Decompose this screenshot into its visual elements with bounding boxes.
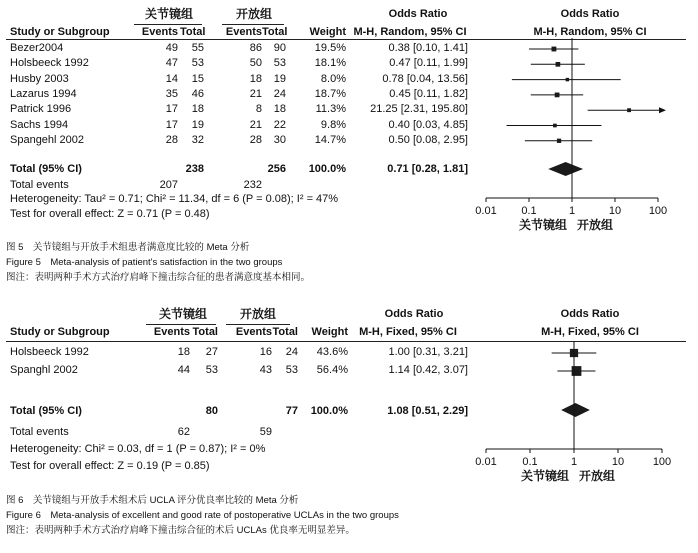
x-tick-label: 0.01 bbox=[475, 456, 497, 468]
total-open: 24 bbox=[285, 346, 298, 358]
plot-header: Odds Ratio bbox=[560, 8, 620, 20]
total-arthroscopy: 53 bbox=[191, 57, 204, 70]
events-arthroscopy: 14 bbox=[165, 72, 178, 85]
col-header-study: Study or Subgroup bbox=[10, 326, 110, 338]
events-open: 8 bbox=[255, 103, 262, 116]
total-events-e: 207 bbox=[159, 179, 178, 191]
forest-plot-area bbox=[0, 0, 698, 240]
events-arthroscopy: 17 bbox=[165, 118, 178, 131]
total-events-label: Total events bbox=[10, 426, 69, 438]
odds-ratio-ci: 0.78 [0.04, 13.56] bbox=[382, 72, 468, 85]
favours-right-label: 开放组 bbox=[577, 218, 614, 232]
events-arthroscopy: 35 bbox=[165, 87, 178, 100]
study-name: Patrick 1996 bbox=[10, 103, 72, 116]
weight: 11.3% bbox=[315, 103, 346, 116]
study-point bbox=[552, 47, 557, 52]
study-name: Lazarus 1994 bbox=[10, 87, 77, 100]
odds-ratio-ci: 0.38 [0.10, 1.41] bbox=[388, 42, 468, 54]
events-open: 16 bbox=[259, 346, 272, 358]
overall-effect: Test for overall effect: Z = 0.19 (P = 0.85) bbox=[10, 460, 210, 472]
total-ci: 0.71 [0.28, 1.81] bbox=[387, 163, 468, 175]
study-point bbox=[555, 93, 560, 98]
weight: 18.7% bbox=[314, 87, 346, 100]
total-arthroscopy: 27 bbox=[205, 346, 218, 358]
total-events-c: 232 bbox=[243, 179, 262, 191]
study-name: Spangehl 2002 bbox=[10, 133, 85, 146]
heterogeneity: Heterogeneity: Tau² = 0.71; Chi² = 11.34, df = 6 (P = 0.08); I² = 47% bbox=[10, 193, 339, 205]
events-open: 21 bbox=[249, 118, 262, 131]
odds-ratio-ci: 0.50 [0.08, 2.95] bbox=[388, 133, 468, 146]
total-open: 18 bbox=[273, 103, 286, 116]
total-c-total: 77 bbox=[285, 405, 298, 417]
x-tick-label: 10 bbox=[608, 205, 622, 217]
total-events-label: Total events bbox=[10, 179, 69, 191]
weight: 18.1% bbox=[314, 57, 346, 70]
figure-caption-en: Figure 6 Meta-analysis of excellent and good rate of postoperative UCLAs in the two groups bbox=[6, 510, 399, 521]
total-open: 24 bbox=[273, 87, 286, 100]
total-label: Total (95% CI) bbox=[10, 405, 82, 417]
events-open: 18 bbox=[249, 72, 262, 85]
total-open: 22 bbox=[273, 118, 286, 131]
total-events-c: 59 bbox=[259, 426, 272, 438]
col-header-events: Events bbox=[141, 26, 178, 38]
study-name: Husby 2003 bbox=[10, 72, 69, 85]
study-point bbox=[572, 366, 582, 376]
odds-ratio-ci: 1.14 [0.42, 3.07] bbox=[388, 364, 468, 376]
total-arthroscopy: 53 bbox=[205, 364, 218, 376]
study-point bbox=[566, 78, 569, 81]
study-point bbox=[557, 139, 561, 143]
total-label: Total (95% CI) bbox=[10, 163, 82, 175]
odds-ratio-ci: 1.00 [0.31, 3.21] bbox=[388, 346, 468, 358]
total-open: 53 bbox=[273, 57, 286, 70]
plot-method-header: M-H, Random, 95% CI bbox=[533, 26, 647, 38]
total-arthroscopy: 55 bbox=[191, 42, 204, 54]
study-name: Holsbeeck 1992 bbox=[10, 57, 89, 70]
total-arthroscopy: 46 bbox=[191, 87, 204, 100]
events-arthroscopy: 18 bbox=[177, 346, 190, 358]
total-ci: 1.08 [0.51, 2.29] bbox=[387, 405, 468, 417]
study-point bbox=[627, 108, 631, 112]
figure-caption-zh: 图 6 关节镜组与开放手术组术后 UCLA 评分优良率比较的 Meta 分析 bbox=[6, 495, 299, 506]
total-weight: 100.0% bbox=[308, 163, 346, 175]
group-header-arthroscopy: 关节镜组 bbox=[144, 7, 193, 21]
total-arthroscopy: 32 bbox=[191, 133, 204, 146]
total-arthroscopy: 15 bbox=[191, 72, 204, 85]
study-point bbox=[556, 62, 561, 67]
events-open: 28 bbox=[249, 133, 262, 146]
study-name: Spanghl 2002 bbox=[10, 364, 78, 376]
plot-method-header: M-H, Fixed, 95% CI bbox=[541, 326, 639, 338]
events-arthroscopy: 44 bbox=[177, 364, 190, 376]
figure-caption-note: 图注：表明两种手术方式治疗肩峰下撞击综合征的术后 UCLAs 优良率无明显差异。 bbox=[6, 525, 355, 536]
col-header-events: Events bbox=[235, 326, 272, 338]
x-tick-label: 100 bbox=[652, 456, 672, 468]
favours-left-label: 关节镜组 bbox=[518, 218, 567, 232]
col-header-total: Total bbox=[180, 26, 206, 38]
group-header-arthroscopy: 关节镜组 bbox=[158, 307, 207, 321]
events-arthroscopy: 28 bbox=[165, 133, 178, 146]
study-name: Holsbeeck 1992 bbox=[10, 346, 89, 358]
x-tick-label: 10 bbox=[611, 456, 625, 468]
x-tick-label: 1 bbox=[570, 456, 578, 468]
figure-note: 图注：表明两种手术方式治疗肩峰下撞击综合征的患者满意度基本相同。 bbox=[6, 272, 311, 283]
events-arthroscopy: 17 bbox=[165, 103, 178, 116]
odds-ratio-ci: 0.40 [0.03, 4.85] bbox=[388, 118, 468, 131]
events-open: 50 bbox=[249, 57, 262, 70]
group-header-open: 开放组 bbox=[239, 307, 276, 321]
col-header-total: Total bbox=[272, 326, 298, 338]
study-name: Bezer2004 bbox=[10, 42, 64, 54]
heterogeneity: Heterogeneity: Chi² = 0.03, df = 1 (P = 0.87); I² = 0% bbox=[10, 443, 266, 455]
weight: 56.4% bbox=[316, 364, 348, 376]
overall-effect: Test for overall effect: Z = 0.71 (P = 0.48) bbox=[10, 208, 210, 220]
study-name: Sachs 1994 bbox=[10, 118, 69, 131]
events-open: 21 bbox=[249, 87, 262, 100]
col-header-weight: Weight bbox=[311, 326, 348, 338]
total-e-total: 238 bbox=[185, 163, 204, 175]
odds-ratio-ci: 21.25 [2.31, 195.80] bbox=[370, 103, 468, 116]
events-arthroscopy: 49 bbox=[165, 42, 178, 54]
col-header-events: Events bbox=[153, 326, 190, 338]
x-tick-label: 1 bbox=[568, 205, 576, 217]
weight: 8.0% bbox=[320, 72, 346, 85]
total-open: 19 bbox=[273, 72, 286, 85]
study-point bbox=[553, 124, 557, 128]
total-arthroscopy: 18 bbox=[191, 103, 204, 116]
total-c-total: 256 bbox=[267, 163, 286, 175]
total-open: 53 bbox=[285, 364, 298, 376]
pooled-diamond bbox=[548, 162, 583, 176]
effect-header: Odds Ratio bbox=[388, 8, 448, 20]
favours-left-label: 关节镜组 bbox=[520, 469, 569, 483]
col-header-method: M-H, Random, 95% CI bbox=[353, 26, 467, 38]
favours-right-label: 开放组 bbox=[579, 469, 616, 483]
pooled-diamond bbox=[561, 403, 590, 417]
figure-caption-zh: 图 5 关节镜组与开放手术组患者满意度比较的 Meta 分析 bbox=[6, 242, 250, 253]
total-arthroscopy: 19 bbox=[191, 118, 204, 131]
weight: 43.6% bbox=[316, 346, 348, 358]
total-events-e: 62 bbox=[177, 426, 190, 438]
odds-ratio-ci: 0.45 [0.11, 1.82] bbox=[389, 87, 468, 100]
x-tick-label: 100 bbox=[648, 205, 668, 217]
total-e-total: 80 bbox=[205, 405, 218, 417]
col-header-total: Total bbox=[262, 26, 288, 38]
weight: 14.7% bbox=[314, 133, 346, 146]
col-header-method: M-H, Fixed, 95% CI bbox=[359, 326, 457, 338]
group-header-open: 开放组 bbox=[235, 7, 272, 21]
forest-plot-figure-6 bbox=[0, 305, 698, 553]
total-open: 30 bbox=[273, 133, 286, 146]
col-header-total: Total bbox=[192, 326, 218, 338]
plot-header: Odds Ratio bbox=[560, 308, 620, 320]
events-open: 86 bbox=[249, 42, 262, 54]
figure-caption-en: Figure 5 Meta-analysis of patient's satisfaction in the two groups bbox=[6, 257, 283, 268]
total-weight: 100.0% bbox=[310, 405, 348, 417]
forest-plot-area bbox=[0, 305, 698, 495]
weight: 19.5% bbox=[314, 42, 346, 54]
odds-ratio-ci: 0.47 [0.11, 1.99] bbox=[389, 57, 468, 70]
total-open: 90 bbox=[273, 42, 286, 54]
effect-header: Odds Ratio bbox=[384, 308, 444, 320]
col-header-weight: Weight bbox=[309, 26, 346, 38]
x-tick-label: 0.1 bbox=[522, 456, 538, 468]
weight: 9.8% bbox=[320, 118, 346, 131]
col-header-study: Study or Subgroup bbox=[10, 26, 110, 38]
col-header-events: Events bbox=[225, 26, 262, 38]
x-tick-label: 0.1 bbox=[521, 205, 537, 217]
events-arthroscopy: 47 bbox=[165, 57, 178, 70]
x-tick-label: 0.01 bbox=[475, 205, 497, 217]
events-open: 43 bbox=[259, 364, 272, 376]
